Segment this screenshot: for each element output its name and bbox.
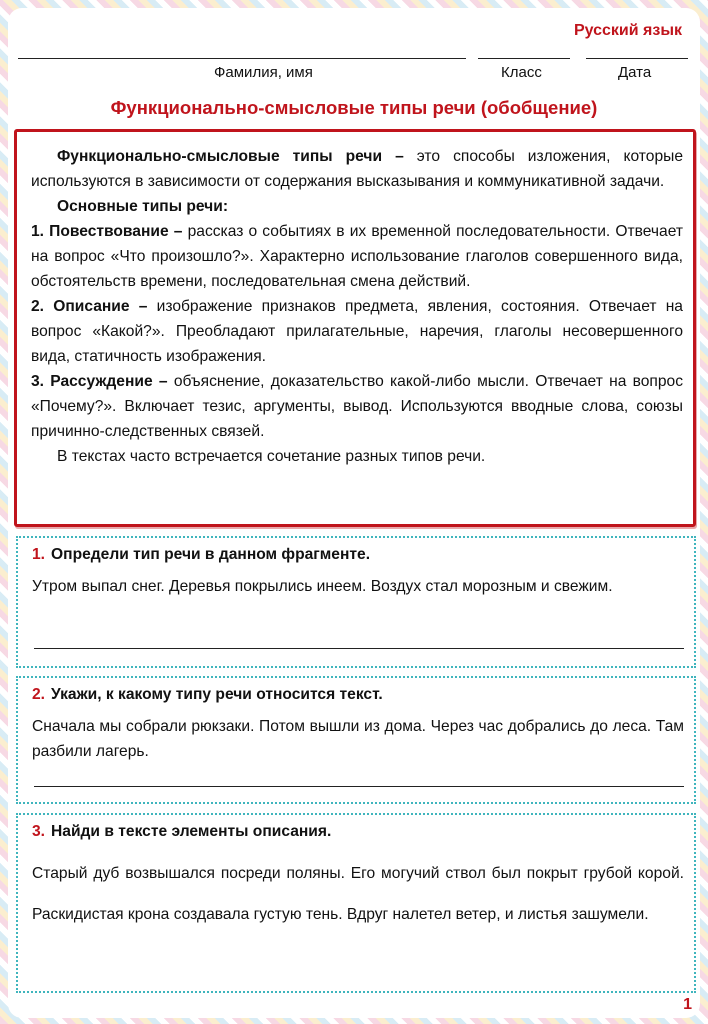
- subject-label: Русский язык: [573, 22, 682, 39]
- definition-term: Функционально-смысловые типы речи –: [57, 148, 404, 165]
- name-label: Фамилия, имя: [214, 64, 313, 81]
- task-number: 2.: [32, 686, 46, 703]
- task-number: 1.: [32, 546, 46, 563]
- task-heading: 1. Определи тип речи в данном фрагменте.: [32, 546, 371, 563]
- task-heading: 2. Укажи, к какому типу речи относится текст.: [32, 686, 383, 703]
- date-line[interactable]: [586, 58, 688, 59]
- task-text: Утром выпал снег. Деревья покрылись инеем. Воздух стал морозным и свежим.: [32, 578, 613, 595]
- task-heading: 3. Найди в тексте элементы описания.: [32, 823, 332, 840]
- definition-paragraph: [31, 144, 683, 194]
- task-3: [16, 813, 696, 993]
- theory-box: [14, 129, 696, 527]
- task-2: [16, 676, 696, 804]
- type-narration: 1. Повествование – рассказ о событиях в их временной последовательности. Отвечает на вопрос «Что произошло?». Характерно использование глаголов совершенного вида, обстоятельств времени, последовательная смена действий.: [31, 223, 684, 290]
- page-title: Функционально-смысловые типы речи (обобщение): [110, 97, 598, 118]
- task-1: [16, 536, 696, 668]
- class-label: Класс: [501, 64, 542, 81]
- date-label: Дата: [618, 64, 652, 81]
- task-number: 3.: [32, 823, 46, 840]
- task-text: Старый дуб возвышался посреди поляны. Его могучий ствол был покрыт грубой корой. Раскидистая крона создавала густую тень. Вдруг налетел ветер, и листья зашумели.: [32, 865, 684, 923]
- class-line[interactable]: [478, 58, 570, 59]
- answer-line[interactable]: [34, 786, 684, 787]
- type-description: 2. Описание – изображение признаков предмета, явления, состояния. Отвечает на вопрос «Какой?». Преобладают прилагательные, наречия, глаголы несовершенного вида, статичность изображения.: [31, 298, 683, 365]
- answer-line[interactable]: [34, 648, 684, 649]
- definition-text: это способы изложения, которые используются в зависимости от содержания высказывания и коммуникативной задачи.: [31, 148, 683, 190]
- closing-note: В текстах часто встречается сочетание разных типов речи.: [57, 448, 486, 465]
- worksheet-page: [8, 8, 700, 1018]
- task-text: Сначала мы собрали рюкзаки. Потом вышли из дома. Через час добрались до леса. Там разбили лагерь.: [32, 718, 684, 760]
- type-reasoning: 3. Рассуждение – объяснение, доказательство какой-либо мысли. Отвечает на вопрос «Почему?». Включает тезис, аргументы, вывод. Используются вводные слова, союзы причинно-следственных связей.: [31, 373, 683, 440]
- name-line[interactable]: [18, 58, 466, 59]
- types-heading: Основные типы речи:: [57, 198, 229, 215]
- page-number: 1: [683, 996, 692, 1013]
